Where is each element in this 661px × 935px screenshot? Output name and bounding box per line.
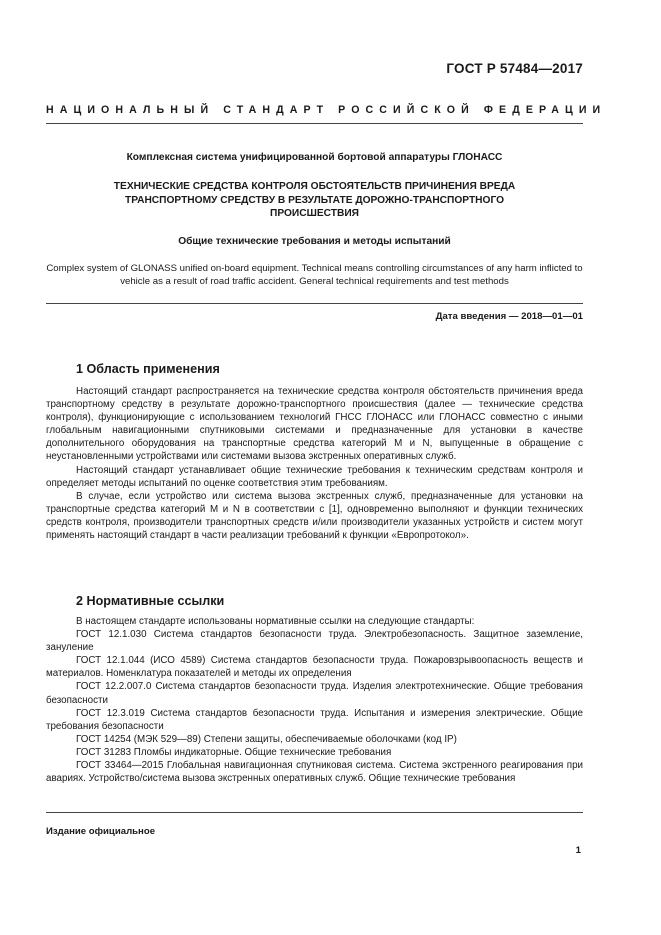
section-1-paragraph: Настоящий стандарт устанавливает общие технические требования к техническим средствам контроля и определяет методы испытаний по оценке соответствия этим требованиям. [46, 464, 583, 489]
standard-subject: Комплексная система унифицированной бортовой аппаратуры ГЛОНАСС [126, 152, 503, 163]
section-1-title: 1 Область применения [76, 362, 220, 376]
official-edition-label: Издание официальное [46, 826, 156, 837]
header-divider [46, 123, 583, 124]
normative-reference: ГОСТ 33464—2015 Глобальная навигационная спутниковая система. Система экстренного реагирования при авариях. Устройство/система вызова экстренных оперативных служб. Общие технические требования [46, 760, 583, 785]
normative-reference: ГОСТ 12.1.030 Система стандартов безопасности труда. Электробезопасность. Защитное заземление, зануление [46, 629, 583, 654]
standard-subtitle: Общие технические требования и методы испытаний [178, 236, 451, 247]
footer-divider [46, 812, 583, 813]
section-1-body [46, 385, 583, 542]
english-title: Complex system of GLONASS unified on-board equipment. Technical means controlling circumstances of any harm inflicted to vehicle as a result of road traffic accident. General technical requirements and test methods [46, 263, 583, 288]
title-divider [46, 303, 583, 304]
section-2-paragraph: В настоящем стандарте использованы нормативные ссылки на следующие стандарты: [76, 616, 475, 627]
normative-reference: ГОСТ 31283 Пломбы индикаторные. Общие технические требования [76, 746, 392, 758]
page-number: 1 [575, 845, 581, 856]
normative-reference: ГОСТ 14254 (МЭК 529—89) Степени защиты, обеспечиваемые оболочками (код IP) [76, 733, 457, 745]
national-standard-heading: НАЦИОНАЛЬНЫЙ СТАНДАРТ РОССИЙСКОЙ ФЕДЕРАЦИИ [46, 104, 607, 116]
section-2-title: 2 Нормативные ссылки [76, 594, 225, 608]
normative-reference: ГОСТ 12.1.044 (ИСО 4589) Система стандартов безопасности труда. Пожаровзрывоопасность веществ и материалов. Номенклатура показателей и методы их определения [46, 655, 583, 680]
normative-reference: ГОСТ 12.3.019 Система стандартов безопасности труда. Испытания и измерения электрические. Общие требования безопасности [46, 707, 583, 732]
document-id: ГОСТ Р 57484—2017 [446, 61, 583, 76]
section-1-paragraph: В случае, если устройство или система вызова экстренных служб, предназначенные для установки на транспортные средства категорий М и N в соответствии с [1], одновременно выполняют и функции технических средств контроля, производители транспортных средств и/или производители указанных устройств и систем могут применять настоящий стандарт в части реализации требований к функции «Европротокол». [46, 490, 583, 542]
normative-reference: ГОСТ 12.2.007.0 Система стандартов безопасности труда. Изделия электротехнические. Общие требования безопасности [46, 681, 583, 706]
section-2-body [46, 615, 583, 785]
section-1-paragraph: Настоящий стандарт распространяется на технические средства контроля обстоятельств причинения вреда транспортному средству в результате дорожно-транспортного происшествия (далее — технические средства контроля), функционирующие с использованием технологий ГНСС ГЛОНАСС или ГЛОНАСС совместно с иными глобальным навигационными спутниковыми системами и предназначенные для установки в качестве дополнительного оборудования на транспортные средства категорий М и N, выпущенные в обращение с неустановленными устройствами или системами вызова экстренных оперативных служб. [46, 386, 583, 463]
introduction-date: Дата введения — 2018—01—01 [435, 311, 583, 322]
standard-main-title: ТЕХНИЧЕСКИЕ СРЕДСТВА КОНТРОЛЯ ОБСТОЯТЕЛЬСТВ ПРИЧИНЕНИЯ ВРЕДА ТРАНСПОРТНОМУ СРЕДСТВУ В РЕЗУЛЬТАТЕ ДОРОЖНО-ТРАНСПОРТНОГО ПРОИСШЕСТВИЯ [113, 181, 516, 220]
